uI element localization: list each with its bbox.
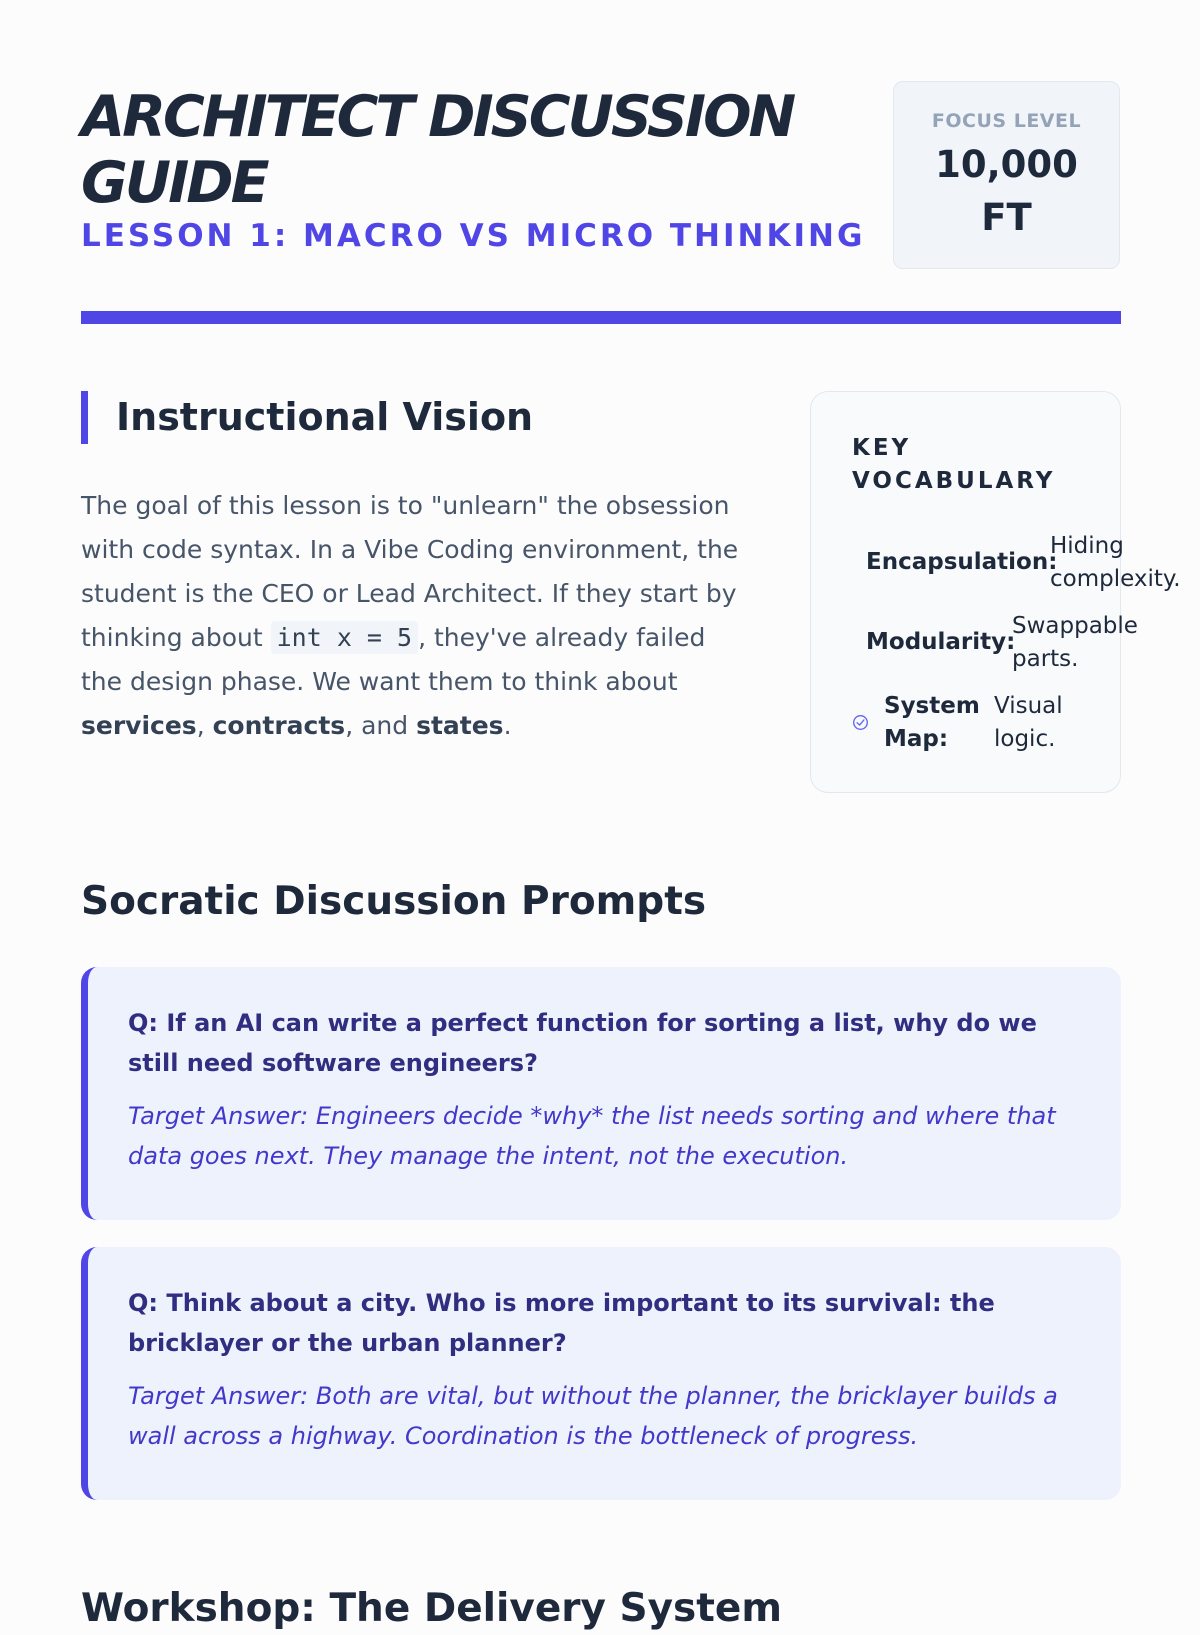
header-divider [81,311,1121,324]
focus-level-value: 10,000 FT [935,143,1078,239]
vision-text-part: , they've already failed the design phase. We want them to think about [81,623,706,696]
code-snippet: int x = 5 [271,621,418,654]
term-services: services [81,711,197,740]
prompt-target-answer: Target Answer: Both are vital, but without the planner, the bricklayer builds a wall across a highway. Coordination is the bottleneck of progress. [128,1382,1058,1450]
prompt-target-answer: Target Answer: Engineers decide *why* the list needs sorting and where that data goes next. They manage the intent, not the execution. [128,1102,1056,1170]
vision-text-separator: , and [345,711,417,740]
focus-level-card [893,81,1120,269]
vocabulary-definition: Hiding complexity. [1050,533,1181,592]
discussion-prompt-card [81,967,1121,1220]
lesson-subtitle: LESSON 1: MACRO VS MICRO THINKING [81,218,866,254]
term-contracts: contracts [212,711,346,740]
vocabulary-term: Modularity: [866,629,1016,655]
vision-text-end: . [503,711,512,740]
instructional-vision-heading: Instructional Vision [81,391,533,444]
vocabulary-definition: Swappable parts. [1012,613,1138,672]
check-circle-icon [852,714,869,731]
vocabulary-item [866,530,1186,596]
workshop-heading: Workshop: The Delivery System [81,1586,782,1631]
discussion-prompt-card [81,1247,1121,1500]
vocabulary-item [852,690,1092,756]
prompt-question: Q: If an AI can write a perfect function for sorting a list, why do we still need software engineers? [128,1009,1037,1077]
socratic-prompts-heading: Socratic Discussion Prompts [81,879,707,924]
focus-level-label: FOCUS LEVEL [931,110,1082,132]
instructional-vision-text [81,484,741,748]
vocabulary-term: Encapsulation: [866,549,1058,575]
key-vocabulary-card [810,391,1181,793]
vocabulary-term: System Map: [884,693,980,752]
vocabulary-item [866,610,1146,676]
vocabulary-definition: Visual logic. [994,693,1063,752]
key-vocabulary-title: KEY VOCABULARY [852,435,1056,494]
vision-text-separator: , [196,711,213,740]
vision-text-part: The goal of this lesson is to "unlearn" the obsession with code syntax. In a Vibe Coding environment, the student is the CEO or Lead Architect. If they start by thinking about [81,491,739,652]
term-states: states [416,711,504,740]
prompt-question: Q: Think about a city. Who is more important to its survival: the bricklayer or the urban planner? [128,1289,995,1357]
page-title: ARCHITECT DISCUSSION GUIDE [81,84,794,216]
